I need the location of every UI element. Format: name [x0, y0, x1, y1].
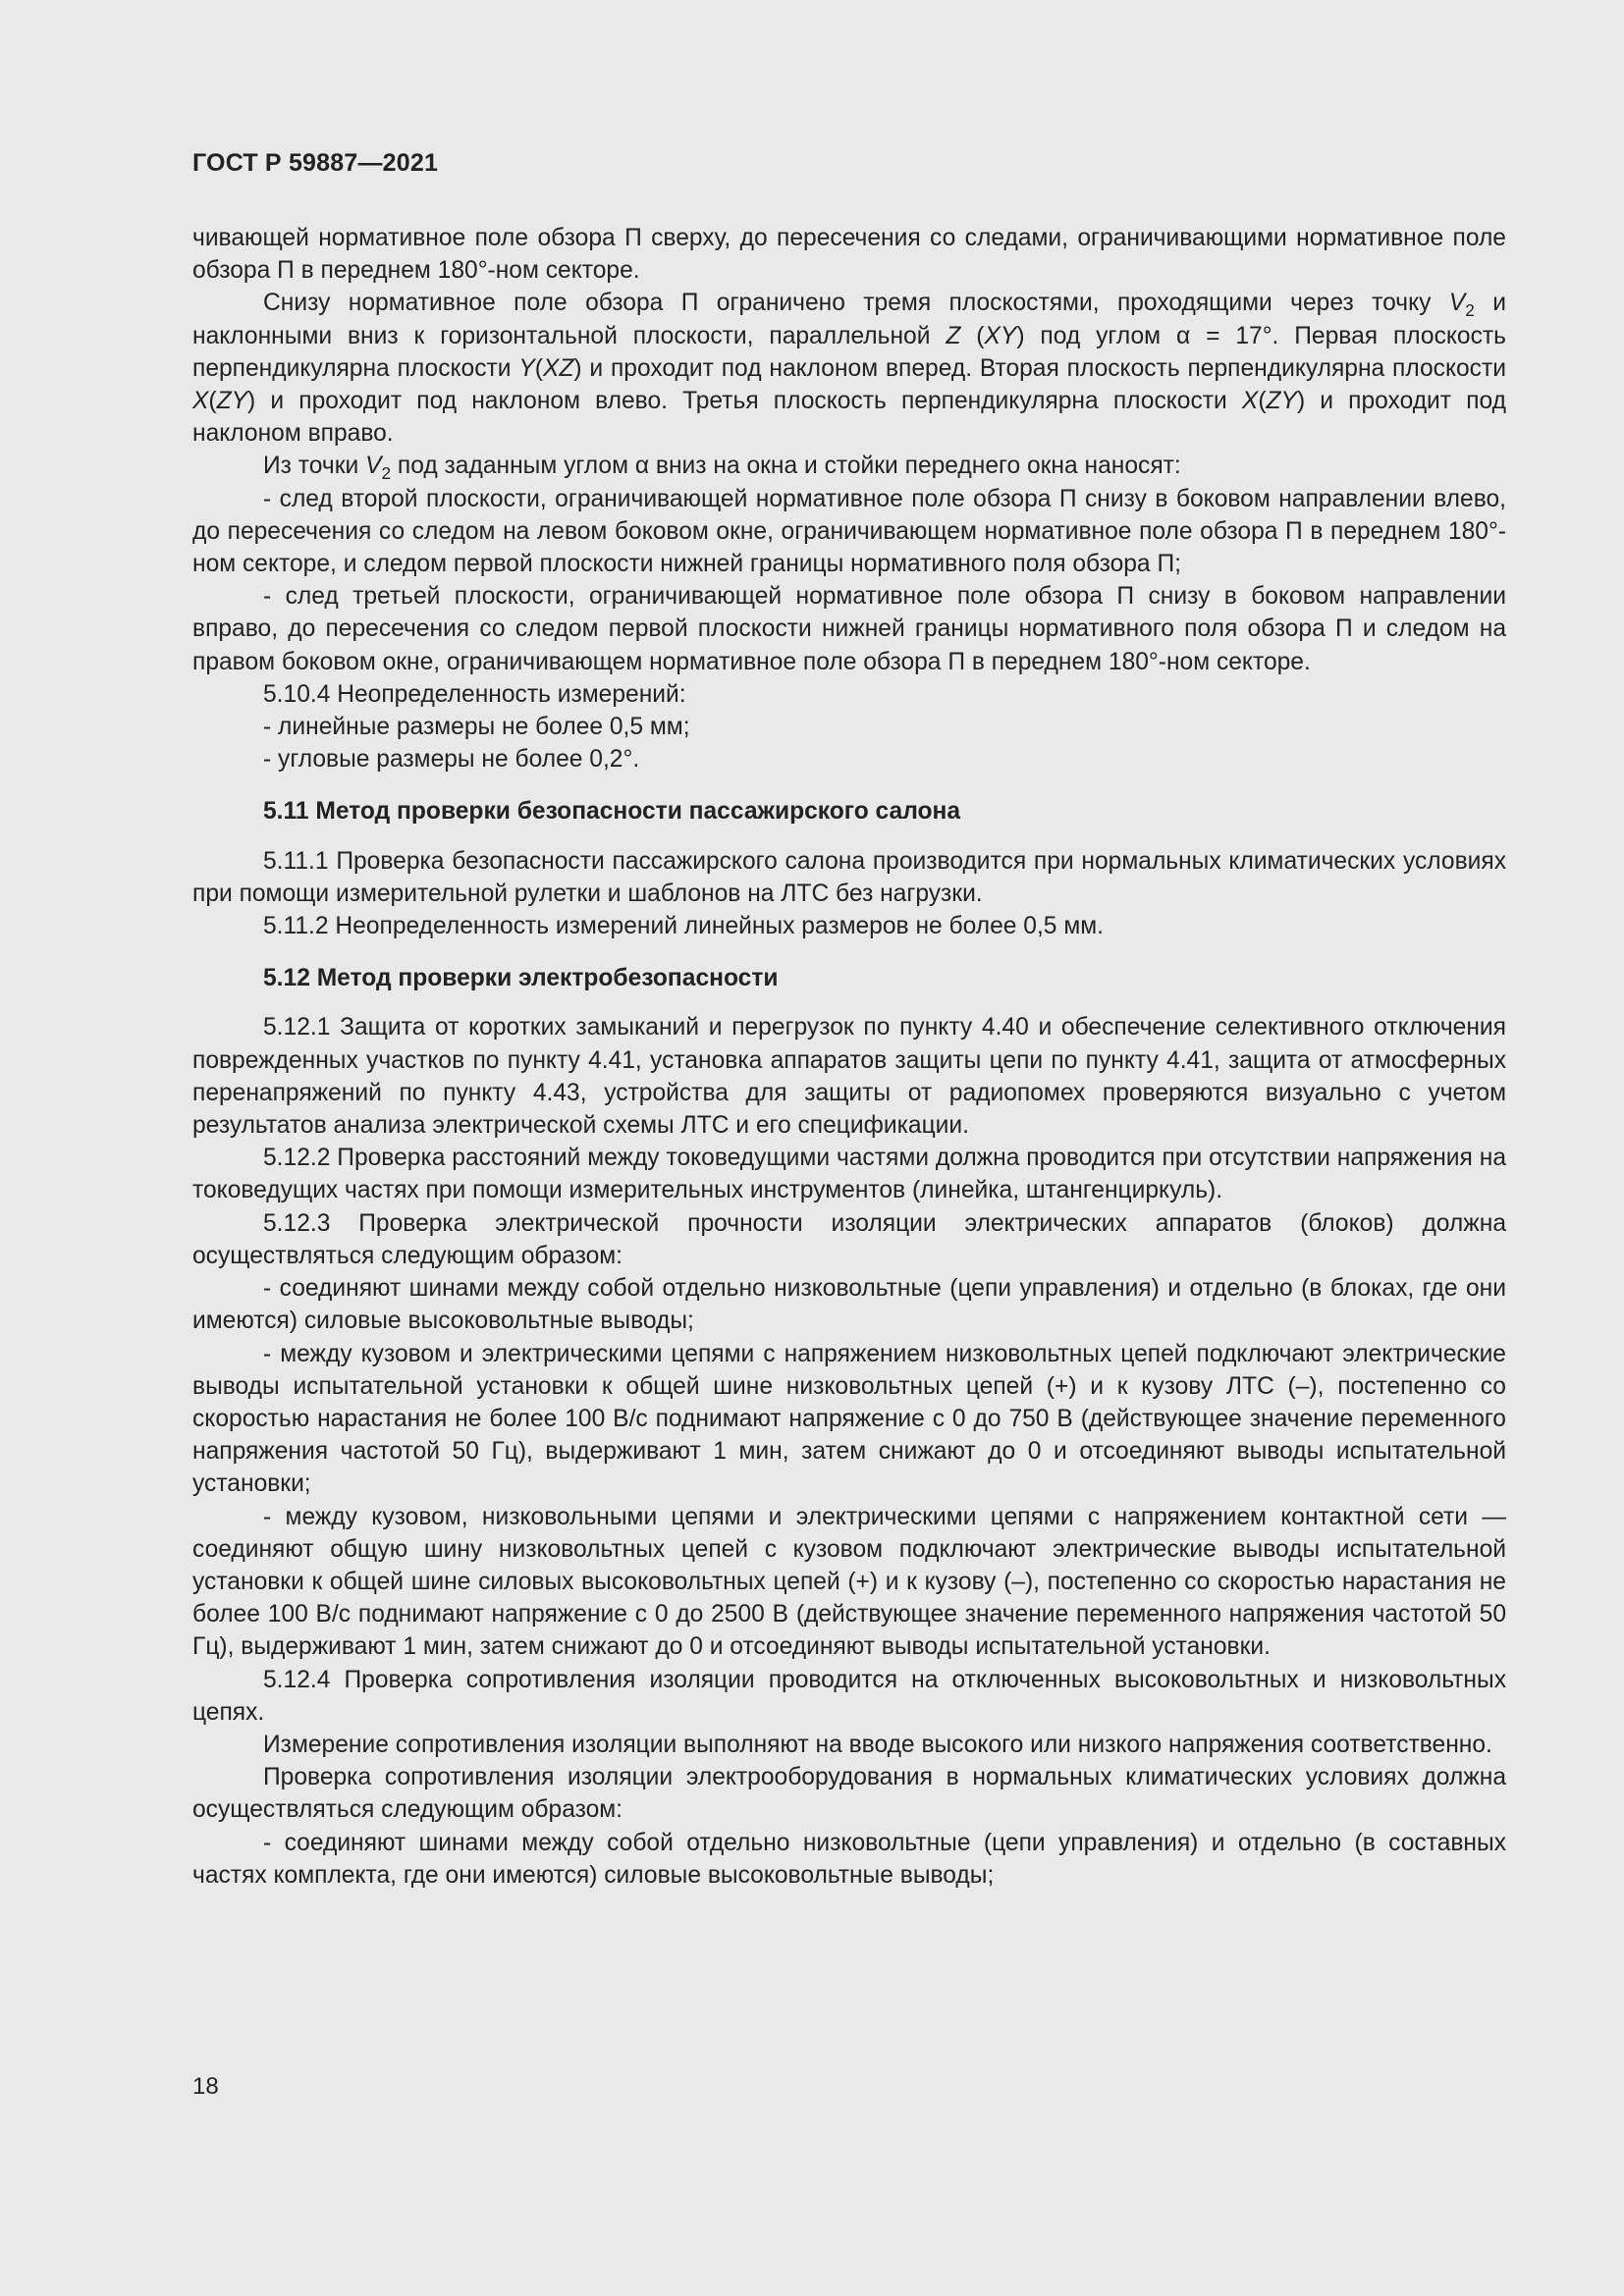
page-body — [192, 222, 1506, 1892]
section-heading-5-11: 5.11 Метод проверки безопасности пассажирского салона — [263, 798, 961, 826]
clause-5-10-4: 5.10.4 Неопределенность измерений: — [263, 680, 686, 708]
paragraph: Измерение сопротивления изоляции выполняют на вводе высокого или низкого напряжения соответственно. — [263, 1731, 1492, 1758]
list-item: - угловые размеры не более 0,2°. — [263, 746, 640, 774]
list-item: - соединяют шинами между собой отдельно низковольтные (цепи управления) и отдельно (в блоках, где они имеются) силовые высоковольтные выводы; — [192, 1275, 1506, 1335]
paragraph: Проверка сопротивления изоляции электрооборудования в нормальных климатических условиях должна осуществляться следующим образом: — [192, 1764, 1506, 1824]
list-item: - след второй плоскости, ограничивающей нормативное поле обзора П снизу в боковом направлении влево, до пересечения со следом на левом боковом окне, ограничивающем нормативное поле обзора П в переднем 180°-ном секторе, и следом первой плоскости нижней границы нормативного поля обзора П; — [192, 485, 1506, 578]
paragraph: Из точки $V_2$ под заданным углом α вниз на окна и стойки переднего окна наносят: — [263, 453, 1181, 484]
clause-5-11-1: 5.11.1 Проверка безопасности пассажирского салона производится при нормальных климатических условиях при помощи измерительной рулетки и шаблонов на ЛТС без нагрузки. — [192, 847, 1506, 907]
list-item: - соединяют шинами между собой отдельно низковольтные (цепи управления) и отдельно (в составных частях комплекта, где они имеются) силовые высоковольтные выводы; — [192, 1829, 1506, 1889]
clause-5-11-2: 5.11.2 Неопределенность измерений линейных размеров не более 0,5 мм. — [263, 913, 1104, 940]
page-number: 18 — [192, 2073, 219, 2100]
list-item: - между кузовом и электрическими цепями с напряжением низковольтных цепей подключают электрические выводы испытательной установки к общей шине низковольтных цепей (+) и к кузову ЛТС (–), постепенно со скоростью нарастания не более 100 В/с поднимают напряжение с 0 до 750 В (действующее значение переменного напряжения частотой 50 Гц), выдерживают 1 мин, затем снижают до 0 и отсоединяют выводы испытательной установки; — [192, 1340, 1506, 1498]
list-item: - линейные размеры не более 0,5 мм; — [263, 714, 690, 741]
list-item: - между кузовом, низковольными цепями и электрическими цепями с напряжением контактной сети — соединяют общую шину низковольтных цепей с кузовом подключают электрические выводы испытательной установки к общей шине силовых высоковольтных цепей (+) и к кузову (–), постепенно со скоростью нарастания не более 100 В/с поднимают напряжение с 0 до 2500 В (действующее значение переменного напряжения частотой 50 Гц), выдерживают 1 мин, затем снижают до 0 и отсоединяют выводы испытательной установки. — [192, 1503, 1506, 1661]
document-header: ГОСТ Р 59887—2021 — [192, 149, 439, 177]
clause-5-12-3: 5.12.3 Проверка электрической прочности изоляции электрических аппаратов (блоков) должна осуществляться следующим образом: — [192, 1209, 1506, 1269]
paragraph: Снизу нормативное поле обзора П ограничено тремя плоскостями, проходящими через точку $V_2$ и наклонными вниз к горизонтальной плоскости, параллельной Z (XY) под углом α = 17°. Первая плоскость перпендикулярна плоскости Y(XZ) и проходит под наклоном вперед. Вторая плоскость перпендикулярна плоскости X(ZY) и проходит под наклоном влево. Третья плоскость перпендикулярна плоскости X(ZY) и проходит под наклоном вправо. — [192, 290, 1507, 448]
paragraph: чивающей нормативное поле обзора П сверху, до пересечения со следами, ограничивающими нормативное поле обзора П в переднем 180°-ном секторе. — [192, 225, 1506, 285]
list-item: - след третьей плоскости, ограничивающей нормативное поле обзора П снизу в боковом направлении вправо, до пересечения со следом первой плоскости нижней границы нормативного поля обзора П и следом на правом боковом окне, ограничивающем нормативное поле обзора П в переднем 180°-ном секторе. — [192, 583, 1506, 675]
clause-5-12-4: 5.12.4 Проверка сопротивления изоляции проводится на отключенных высоковольтных и низковольтных цепях. — [192, 1666, 1506, 1726]
clause-5-12-1: 5.12.1 Защита от коротких замыканий и перегрузок по пункту 4.40 и обеспечение селективного отключения поврежденных участков по пункту 4.41, установка аппаратов защиты цепи по пункту 4.41, защита от атмосферных перенапряжений по пункту 4.43, устройства для защиты от радиопомех проверяются визуально с учетом результатов анализа электрической схемы ЛТС и его спецификации. — [192, 1014, 1506, 1140]
section-heading-5-12: 5.12 Метод проверки электробезопасности — [263, 965, 779, 992]
clause-5-12-2: 5.12.2 Проверка расстояний между токоведущими частями должна проводится при отсутствии напряжения на токоведущих частях при помощи измерительных инструментов (линейка, штангенциркуль). — [192, 1145, 1506, 1204]
